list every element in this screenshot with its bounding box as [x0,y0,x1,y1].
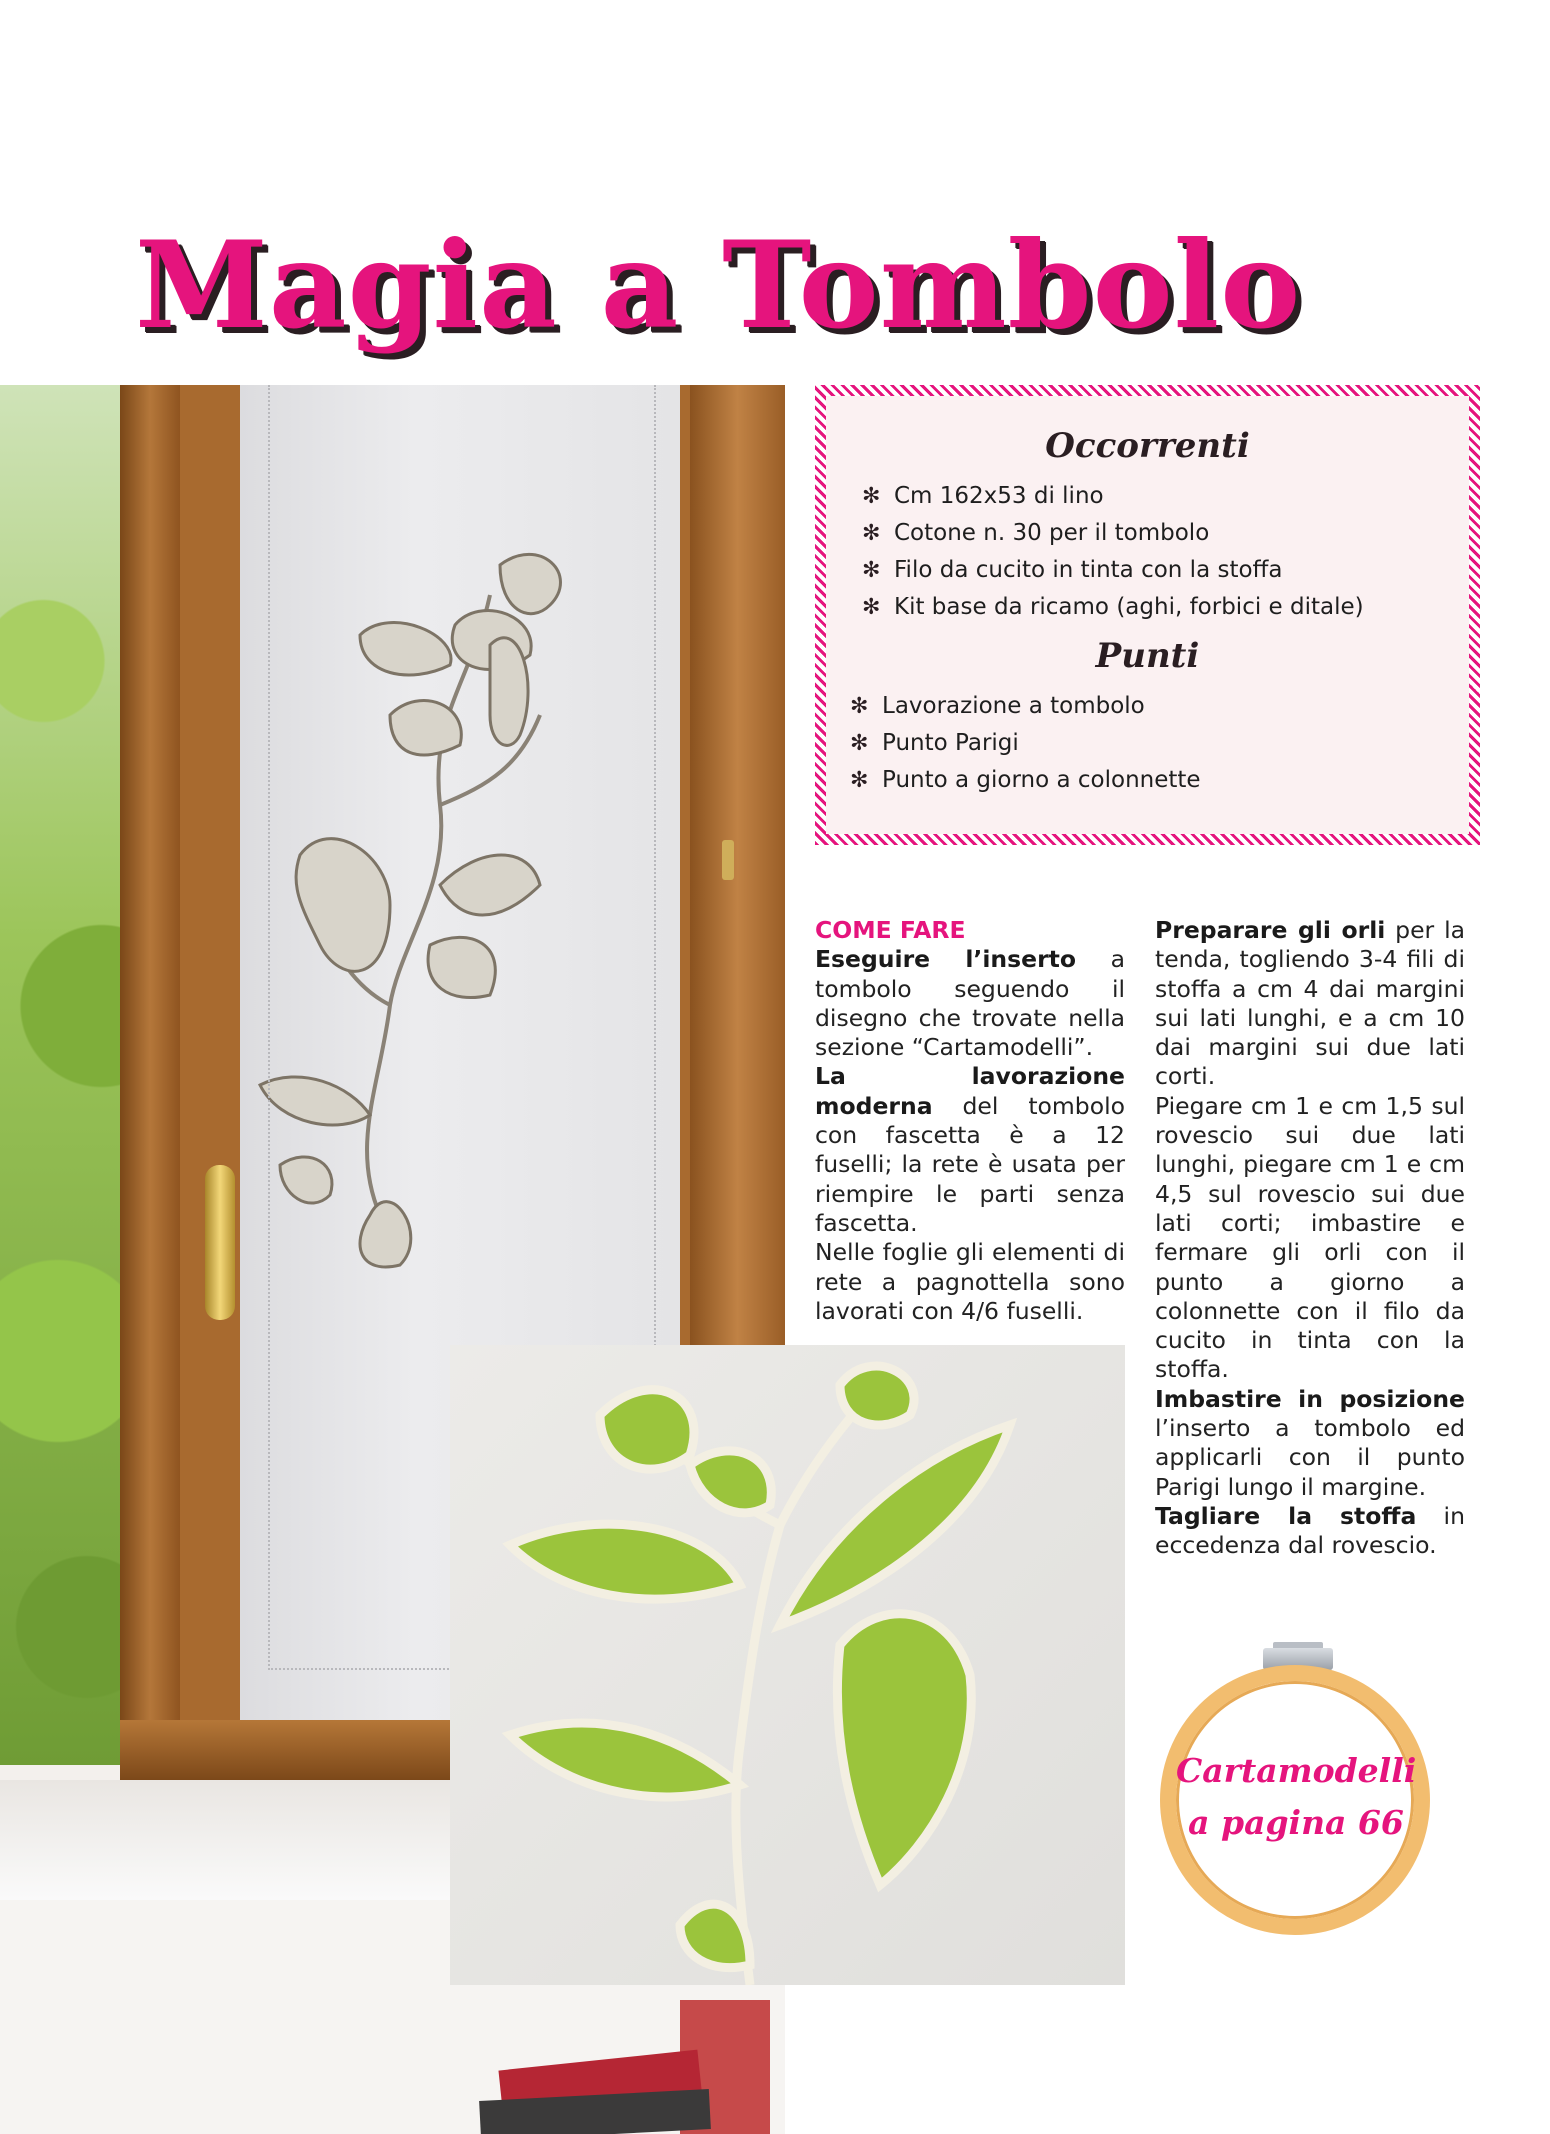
flower-star-icon: ✻ [850,768,869,793]
punti-heading: Punti [1095,636,1200,676]
instruction-paragraph: Piegare cm 1 e cm 1,5 sul rovescio sui due lati lunghi, piegare cm 1 e cm 4,5 sul rovescio sui due lati corti; imbastire e fermare gli orli con il punto a giorno a colonnette con il filo da cucito in tinta con la stoffa. [1155,1091,1465,1384]
instructions-column-2 [1155,916,1465,1561]
flower-star-icon: ✻ [850,731,869,756]
occorrenti-heading: Occorrenti [1045,426,1250,466]
flower-star-icon: ✻ [850,694,869,719]
instruction-paragraph: Imbastire in posizione l’inserto a tombolo ed applicarli con il punto Parigi lungo il margine. [1155,1384,1465,1501]
books-on-shelf [440,2000,710,2134]
cartamodelli-reference: Cartamodelli a pagina 66 [1176,1751,1417,1842]
instruction-paragraph: Eseguire l’inserto a tombolo seguendo il disegno che trovate nella sezione “Cartamodelli”. [815,945,1125,1062]
come-fare-heading: COME FARE [815,916,966,944]
list-item: ✻ Punto a giorno a colonnette [850,762,1469,799]
list-item: ✻ Cotone n. 30 per il tombolo [862,515,1469,552]
lace-leaf-bird-closeup [450,1345,1125,1985]
flower-star-icon: ✻ [862,558,881,583]
materials-box [815,385,1480,845]
flower-star-icon: ✻ [862,484,881,509]
list-item: ✻ Cm 162x53 di lino [862,478,1469,515]
materials-box-inner [826,396,1469,834]
list-item: ✻ Filo da cucito in tinta con la stoffa [862,552,1469,589]
window-handle [205,1165,235,1320]
instruction-paragraph: La lavorazione moderna del tombolo con fascetta è a 12 fuselli; la rete è usata per riempire le parti senza fascetta. [815,1062,1125,1237]
list-item: ✻ Punto Parigi [850,725,1469,762]
list-item: ✻ Lavorazione a tombolo [850,688,1469,725]
flower-star-icon: ✻ [862,595,881,620]
occorrenti-list [862,478,1469,626]
instruction-paragraph: Tagliare la stoffa in eccedenza dal rovescio. [1155,1501,1465,1560]
lace-detail-photo [450,1345,1125,1985]
instructions-column-1 [815,916,1125,1326]
window-hinge [722,840,734,880]
flower-star-icon: ✻ [862,521,881,546]
punti-list [850,688,1469,799]
page-title: Magia a Tombolo [135,215,1302,356]
instruction-paragraph: Preparare gli orli per la tenda, togliendo 3-4 fili di stoffa a cm 4 dai margini sui lati lunghi, e a cm 10 dai margini sui due lati corti. [1155,916,1466,1091]
instruction-paragraph: Nelle foglie gli elementi di rete a pagnottella sono lavorati con 4/6 fuselli. [815,1238,1125,1325]
list-item: ✻ Kit base da ricamo (aghi, forbici e ditale) [862,589,1469,626]
